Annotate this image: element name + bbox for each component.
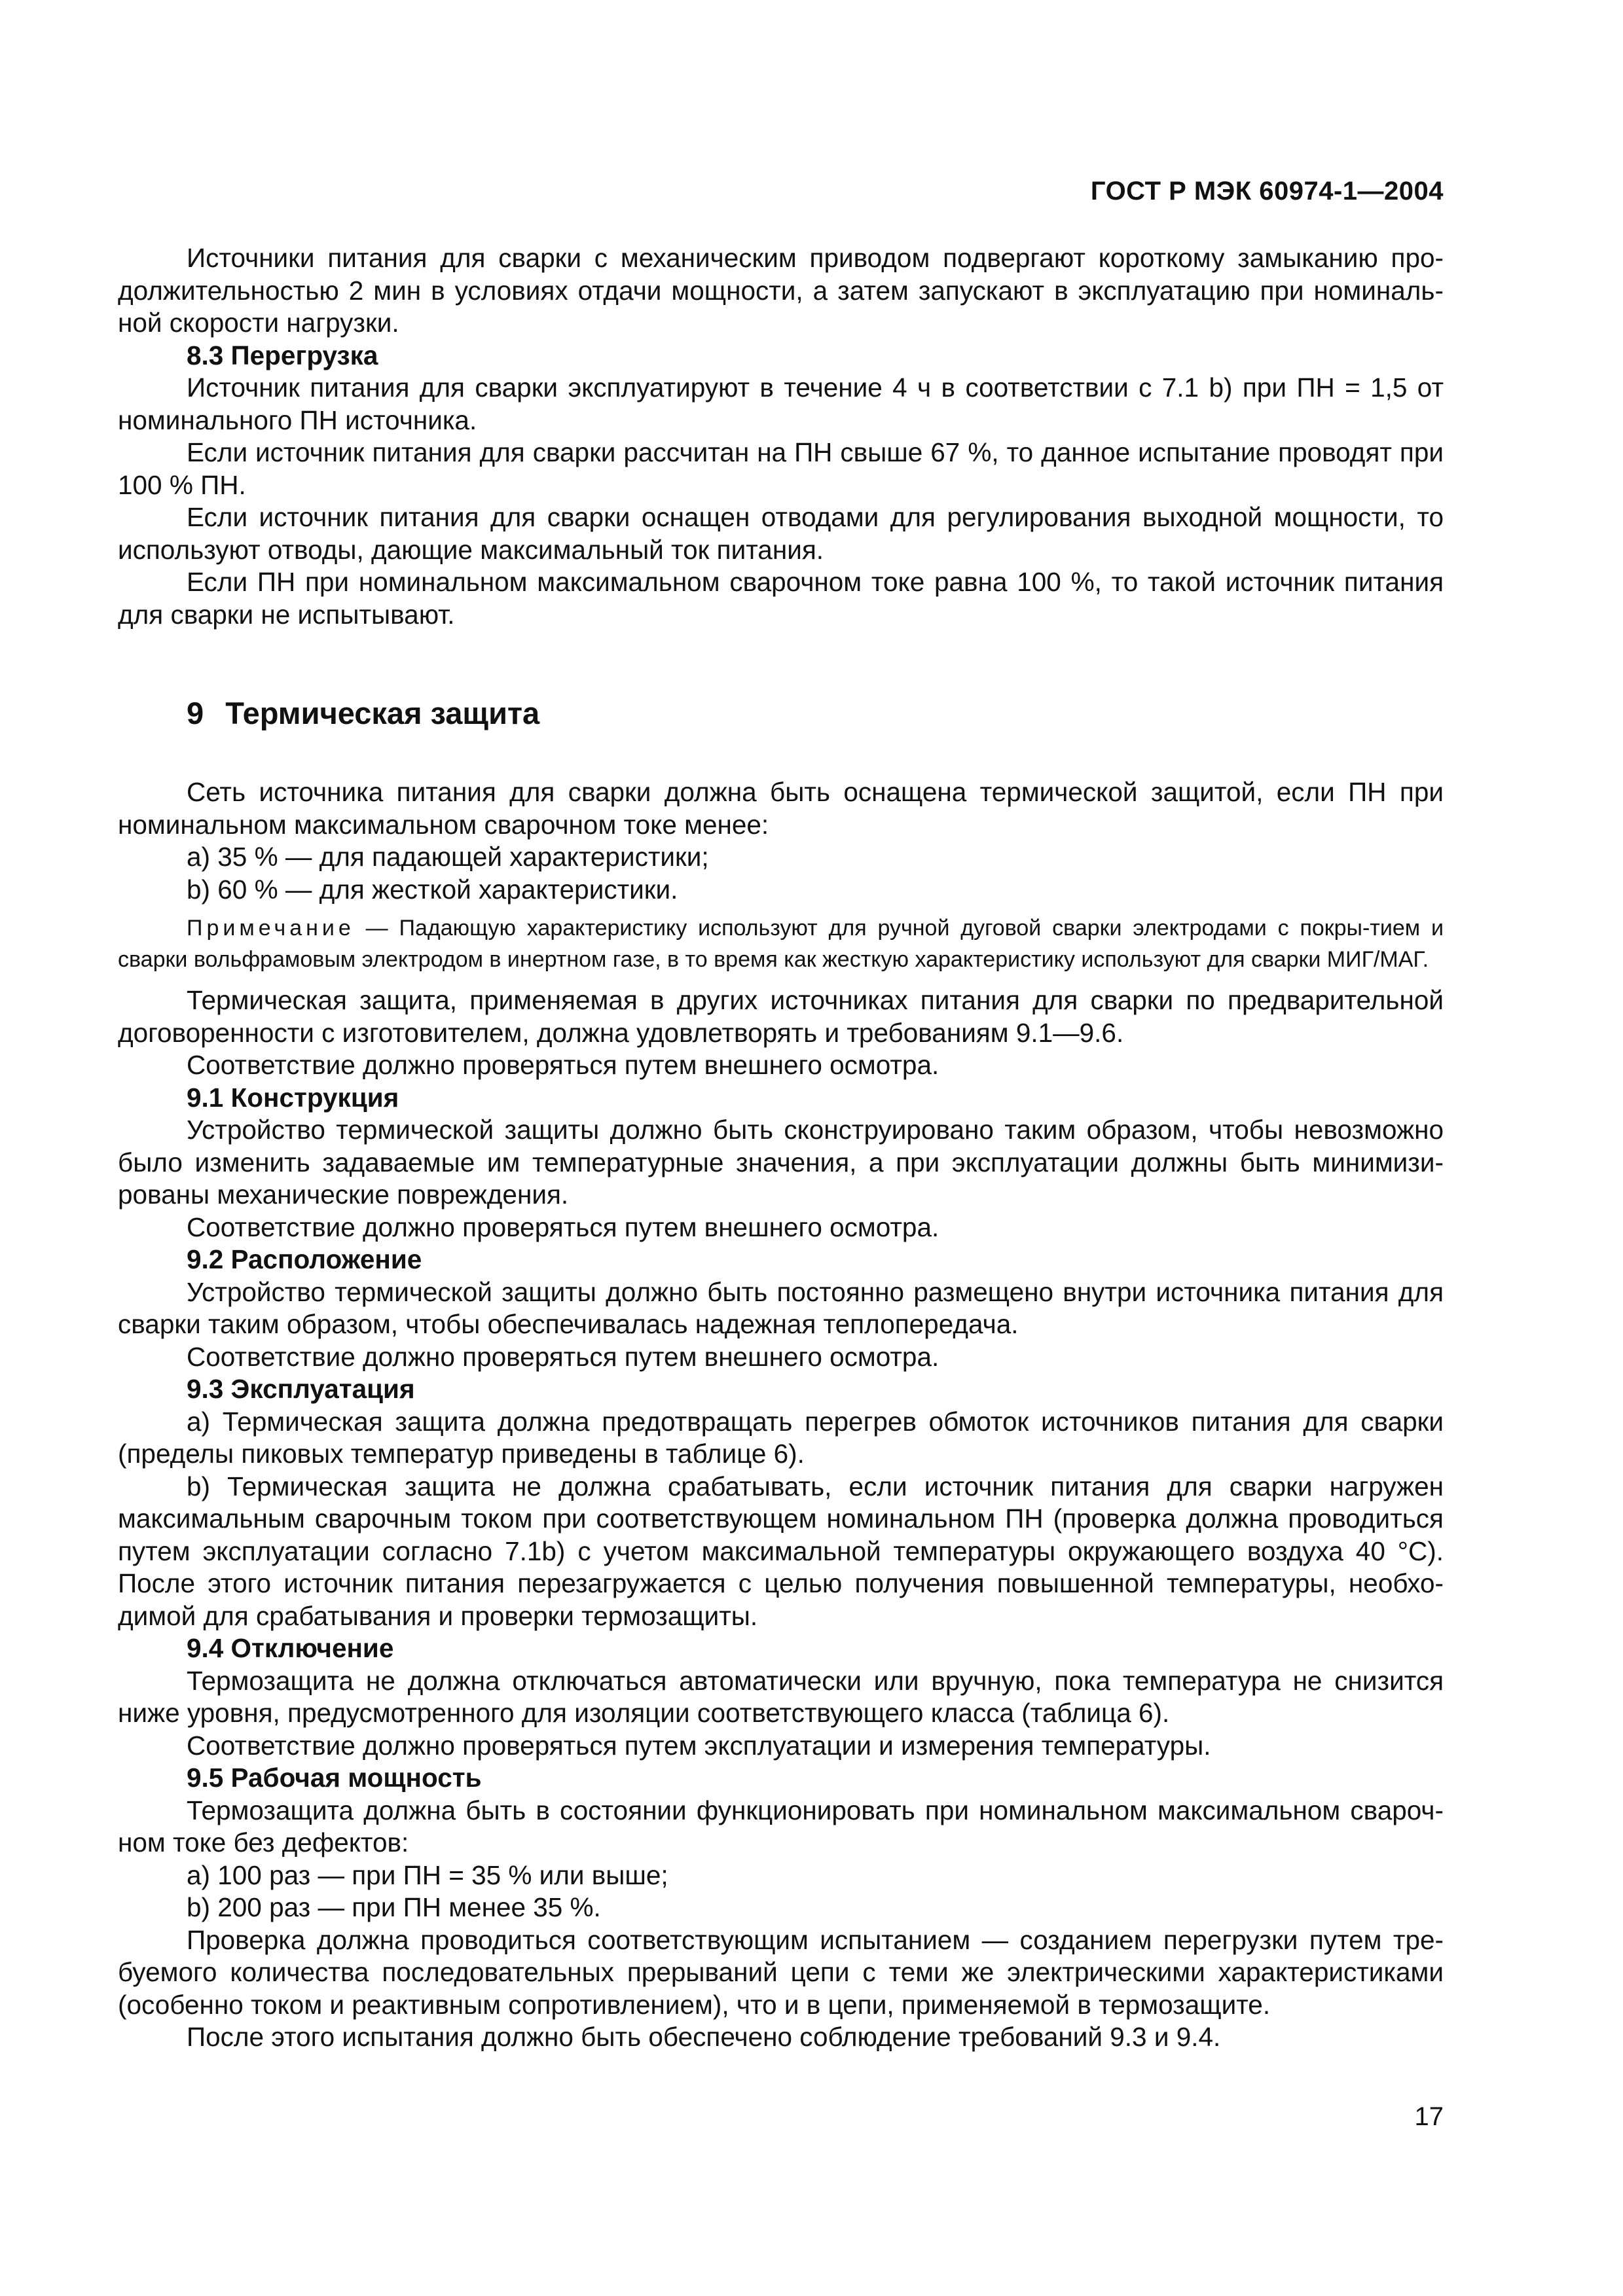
document-page [118,0,1444,2296]
section-9-2-paragraph-1: Устройство термической защиты должно быть постоянно размещено внутри источника питания для сварки таким образом, чтобы обеспечивалась надежная теплопередача. [118,1276,1444,1339]
section-9-title: Термическая защита [225,696,540,730]
section-8-3-paragraph-4: Если ПН при номинальном максимальном сварочном токе равна 100 %, то такой источник питания для сварки не испытывают. [118,567,1444,630]
section-9-1-paragraph-2: Соответствие должно проверяться путем внешнего осмотра. [187,1211,939,1242]
section-9-paragraph-3: Соответствие должно проверяться путем внешнего осмотра. [187,1050,939,1080]
note-block [118,912,1444,975]
section-8-3-title: 8.3 Перегрузка [187,340,378,370]
section-9-4-title: 9.4 Отключение [187,1633,394,1663]
section-9-5-paragraph-1: Термозащита должна быть в состоянии функционировать при номинальном максимальном свароч-ном токе без дефектов: [118,1795,1444,1857]
section-9-5-list-item-b: b) 200 раз — при ПН менее 35 %. [187,1892,601,1922]
section-9-3-paragraph-2: b) Термическая защита не должна срабатывать, если источник питания для сварки нагружен максимальным сварочным током при соответствующем номинальном ПН (проверка должна проводиться путем эксплуатации согласно 7.1b) с учетом максимальной температуры окружающего воздуха 40 °С). После этого источник питания перезагружается с целью получения повышенной температуры, необхо-димой для срабатывания и проверки термозащиты. [118,1471,1444,1631]
section-9-1-title: 9.1 Конструкция [187,1082,399,1113]
section-9-paragraph-2: Термическая защита, применяемая в других источниках питания для сварки по предварительной договоренности с изготовителем, должна удовлетворять и требованиям 9.1—9.6. [118,985,1444,1048]
section-9-list-item-b: b) 60 % — для жесткой характеристики. [187,874,678,905]
section-9-5-title: 9.5 Рабочая мощность [187,1763,482,1793]
section-9-2-title: 9.2 Расположение [187,1244,422,1274]
section-9-5-paragraph-2: Проверка должна проводиться соответствующим испытанием — созданием перегрузки путем тре-буемого количества последовательных прерываний цепи с теми же электрическими характеристиками (особенно током и реактивным сопротивлением), что и в цепи, применяемой в термозащите. [118,1924,1444,2020]
note-label: Примечание [187,916,355,941]
section-8-3-paragraph-1: Источник питания для сварки эксплуатируют в течение 4 ч в соответствии с 7.1 b) при ПН = 1,5 от номинального ПН источника. [118,372,1444,435]
section-9-list-item-a: a) 35 % — для падающей характеристики; [187,842,709,872]
section-9-number: 9 [187,696,204,730]
section-9-heading [118,695,1444,732]
section-9-4-paragraph-1: Термозащита не должна отключаться автоматически или вручную, пока температура не снизится ниже уровня, предусмотренного для изоляции соответствующего класса (таблица 6). [118,1665,1444,1728]
section-9-3-title: 9.3 Эксплуатация [187,1374,415,1404]
section-8-3-paragraph-2: Если источник питания для сварки рассчитан на ПН свыше 67 %, то данное испытание проводят при 100 % ПН. [118,437,1444,500]
section-9-1-paragraph-1: Устройство термической защиты должно быть сконструировано таким образом, чтобы невозможно было изменить задаваемые им температурные значения, а при эксплуатации должны быть минимизи-рованы механические повреждения. [118,1115,1444,1210]
section-9-5-paragraph-3: После этого испытания должно быть обеспечено соблюдение требований 9.3 и 9.4. [187,2022,1221,2052]
section-9-paragraph-1: Сеть источника питания для сварки должна быть оснащена термической защитой, если ПН при номинальном максимальном сварочном токе менее: [118,777,1444,840]
section-9-2-paragraph-2: Соответствие должно проверяться путем внешнего осмотра. [187,1341,939,1372]
section-9-5-list-item-a: a) 100 раз — при ПН = 35 % или выше; [187,1859,668,1890]
section-9-4-paragraph-2: Соответствие должно проверяться путем эксплуатации и измерения температуры. [187,1730,1211,1761]
document-header: ГОСТ Р МЭК 60974-1—2004 [1090,177,1444,206]
document-body [118,242,1444,2054]
section-9-3-paragraph-1: a) Термическая защита должна предотвращать перегрев обмоток источников питания для сварки (пределы пиковых температур приведены в таблице 6). [118,1406,1444,1469]
note-text: — Падающую характеристику используют для ручной дуговой сварки электродами с покры-тием и сварки вольфрамовым электродом в инертном газе, в то время как жесткую характеристику используют для сварки МИГ/МАГ. [118,916,1444,972]
section-8-3-paragraph-3: Если источник питания для сварки оснащен отводами для регулирования выходной мощности, то используют отводы, дающие максимальный ток питания. [118,502,1444,565]
paragraph-intro: Источники питания для сварки с механическим приводом подвергают короткому замыканию про-должительностью 2 мин в условиях отдачи мощности, а затем запускают в эксплуатацию при номиналь-ной скорости нагрузки. [118,243,1444,338]
note-paragraph [118,912,1444,975]
page-number: 17 [1414,2102,1444,2131]
